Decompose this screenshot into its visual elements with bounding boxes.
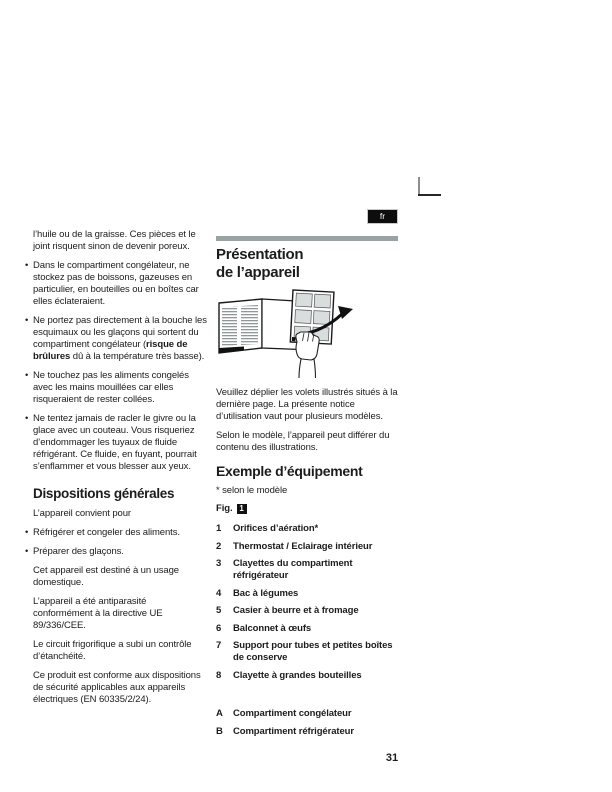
compartment-item: [216, 708, 398, 720]
item-label: Bac à légumes: [233, 587, 299, 599]
item-label: Compartiment congélateur: [233, 708, 352, 719]
title-line2: de l’appareil: [216, 264, 300, 281]
paragraph: Veuillez déplier les volets illustrés situés à la dernière page. La présente notice d’utilisation vaut pour plusieurs modèles.: [216, 387, 398, 422]
equipment-item: [216, 588, 398, 600]
bullet-text: Ne portez pas directement à la bouche les esquimaux ou les glaçons qui sortent du compartiment congélateur (: [33, 315, 207, 350]
item-label: Orifices d’aération*: [233, 523, 319, 534]
equipment-item: [216, 605, 398, 617]
bullet-item: • Ne touchez pas les aliments congelés avec les mains mouillées car elles risqueraient de rester collées.: [25, 370, 208, 406]
item-label: Compartiment réfrigérateur: [233, 725, 354, 737]
item-label: Support pour tubes et petites boîtes de conserve: [233, 640, 393, 663]
item-number: 1: [216, 523, 222, 534]
hand-icon: [296, 332, 319, 378]
figure-label: Fig.: [216, 503, 233, 514]
item-label: Balconnet à œufs: [233, 622, 312, 634]
equipment-item: [216, 640, 398, 664]
paragraph: l’huile ou de la graisse. Ces pièces et le joint risquent sinon de devenir poreux.: [33, 229, 196, 252]
figure-reference: [216, 503, 398, 515]
bold-warning-text: risque de brûlures: [33, 339, 188, 362]
equipment-item: [216, 558, 398, 582]
item-number: 8: [216, 669, 222, 681]
section-heading-equipement: Exemple d’équipement: [216, 463, 363, 479]
language-badge: fr: [368, 210, 397, 223]
item-label: Thermostat / Eclairage intérieur: [233, 540, 373, 552]
item-number: 3: [216, 558, 222, 569]
page-number: 31: [385, 752, 399, 764]
item-number: 5: [216, 605, 222, 616]
paragraph: Cet appareil est destiné à un usage domestique.: [33, 565, 179, 588]
list-spacer: [216, 687, 398, 708]
left-column: [25, 229, 208, 713]
item-label: Casier à beurre et à fromage: [233, 605, 359, 616]
figure-number-badge: 1: [237, 504, 247, 514]
compartment-item: [216, 726, 398, 738]
bullet-item: • Préparer des glaçons.: [25, 546, 208, 558]
paragraph: Selon le modèle, l’appareil peut différer du contenu des illustrations.: [216, 430, 390, 453]
item-letter: A: [216, 708, 223, 719]
paragraph: Le circuit frigorifique a subi un contrôle d’étanchéité.: [33, 639, 192, 662]
item-number: 7: [216, 640, 222, 651]
equipment-item: [216, 623, 398, 635]
bullet-item: • Ne tentez jamais de racler le givre ou la glace avec un couteau. Vous risqueriez d’endommager les tuyaux de fluide réfrigérant. Ce fluide, en fuyant, pourrait s’enflammer et vous blesser aux yeux.: [25, 413, 208, 473]
item-number: 4: [216, 587, 222, 599]
item-number: 6: [216, 622, 222, 634]
compartment-list: [216, 708, 398, 738]
leaflet-figure-svg: [216, 286, 398, 380]
footnote-model: * selon le modèle: [216, 485, 288, 496]
item-number: 2: [216, 540, 222, 552]
item-label: Clayette à grandes bouteilles: [233, 669, 362, 681]
bullet-item: • Réfrigérer et congeler des aliments.: [25, 527, 208, 539]
crop-mark-horizontal: [418, 194, 441, 196]
item-letter: B: [216, 725, 223, 737]
bullet-text: dû à la température très basse).: [70, 351, 205, 362]
equipment-list: [216, 523, 398, 682]
equipment-item: [216, 670, 398, 682]
title-line1: Présentation: [216, 246, 304, 263]
section-rule-bar: [216, 236, 398, 241]
bullet-item: • Dans le compartiment congélateur, ne stockez pas de boissons, gazeuses en particulier, en bouteilles ou en boîtes car elles éclateraient.: [25, 260, 208, 308]
paragraph: L’appareil a été antiparasité conformément à la directive UE 89/336/CEE.: [33, 596, 163, 631]
item-label: Clayettes du compartiment réfrigérateur: [233, 558, 353, 581]
equipment-item: [216, 523, 398, 535]
unfold-leaflet-illustration: [216, 286, 398, 384]
section-heading-dispositions: Dispositions générales: [33, 486, 175, 501]
page-title: [216, 246, 398, 282]
paragraph: Ce produit est conforme aux dispositions de sécurité applicables aux appareils électriques (EN 60335/2/24).: [33, 670, 201, 705]
equipment-item: [216, 541, 398, 553]
paragraph: L’appareil convient pour: [33, 508, 131, 519]
bullet-item: [25, 315, 208, 363]
right-column: [216, 236, 398, 743]
